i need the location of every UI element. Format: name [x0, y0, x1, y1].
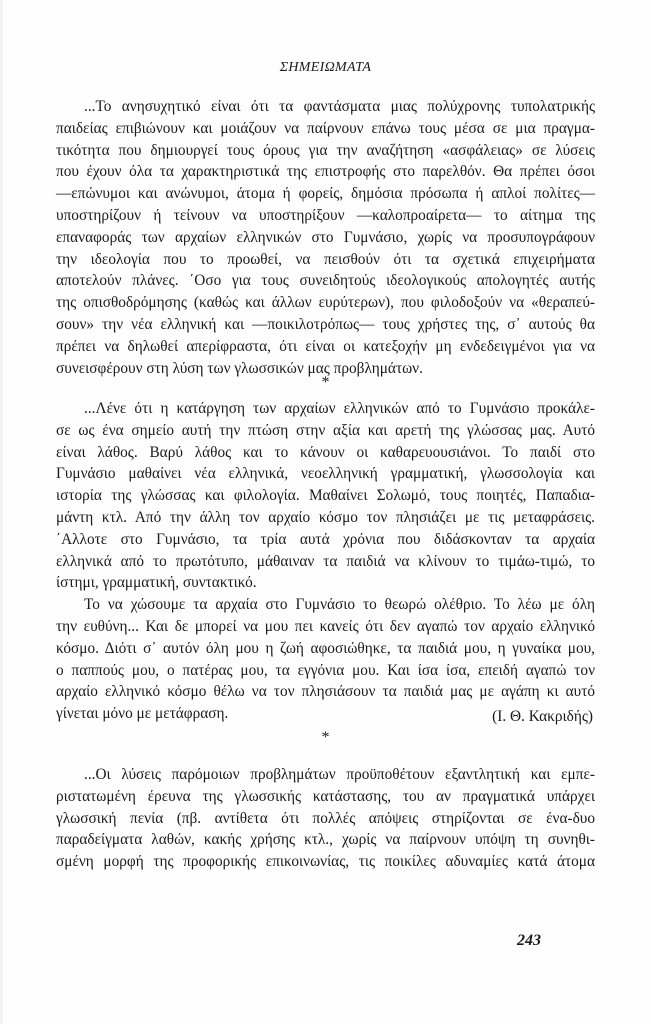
text-line: αποτελούν πλάνες. ΄Οσο για τους συνειδητούς ιδεολογικούς απολογητές αυτής	[56, 272, 595, 290]
text-line: μάντη κτλ. Από την άλλη τον αρχαίο κόσμο τον πλησιάζει με τις μεταφράσεις.	[56, 508, 595, 526]
text-line: αρχαίο ελληνικό κόσμο θέλω να τον πλησιάσουν τα παιδιά μας με αγάπη κι αυτό	[56, 683, 595, 701]
text-line: ...Οι λύσεις παρόμοιων προβλημάτων προϋποθέτουν εξαντλητική και εμπε-	[84, 766, 595, 783]
text-line: επαναφοράς των αρχαίων ελληνικών στο Γυμνάσιο, χωρίς να προσυπογράφουν	[56, 228, 595, 246]
text-line: σε ως ένα σημείο αυτή την πτώση στην αξία και αρετή της γλώσσας μας. Αυτό	[56, 421, 595, 439]
author-signature: (Ι. Θ. Κακριδής)	[492, 708, 593, 725]
text-line: είναι λάθος. Βαρύ λάθος και το κάνουν οι καθαρευουσιάνοι. Το παιδί στο	[56, 443, 595, 461]
text-line: γίνεται μόνο με μετάφραση.	[56, 705, 229, 723]
text-line: γλωσσική πενία (πβ. αντίθετα ότι πολλές απόψεις στηρίζονται σε ένα-δυο	[56, 809, 595, 827]
text-line: υποστηρίζουν ή τείνουν να υποστηρίξουν —καλοπροαίρετα— το αίτημα της	[56, 206, 595, 224]
text-line: που έχουν όλα τα χαρακτηριστικά της επιστροφής στο παρελθόν. Θα πρέπει όσοι	[56, 163, 595, 181]
text-line: την ευθύνη... Και δε μπορεί να μου πει κανείς ότι δεν αγαπώ τον αρχαίο ελληνικό	[56, 617, 595, 635]
text-line: παιδείας επιβιώνουν και μοιάζουν να παίρνουν επάνω τους μέσα σε μια πραγμα-	[56, 119, 595, 137]
text-line: ...Λένε ότι η κατάργηση των αρχαίων ελληνικών από το Γυμνάσιο προκάλε-	[84, 400, 595, 417]
text-line: ριστατωμένη έρευνα της γλωσσικής κατάστασης, του αν πραγματικά υπάρχει	[56, 787, 595, 805]
page-number: 243	[517, 932, 541, 949]
section-separator: *	[321, 374, 330, 391]
text-line: συνεισφέρουν στη λύση των γλωσσικών μας προβλημάτων.	[56, 359, 423, 377]
section-separator: *	[321, 729, 330, 746]
section-2	[56, 398, 595, 725]
text-line: τικότητα που δημιουργεί τους όρους για την αναζήτηση «ασφάλειας» σε λύσεις	[56, 141, 595, 159]
section-1	[56, 96, 595, 379]
text-line: ...Το ανησυχητικό είναι ότι τα φαντάσματα μιας πολύχρονης τυπολατρικής	[84, 98, 595, 115]
text-line: Το να χώσουμε τα αρχαία στο Γυμνάσιο το θεωρώ ολέθριο. Το λέω με όλη	[84, 596, 595, 614]
text-line: ελληνικά από το πρωτότυπο, μάθαιναν τα παιδιά να κλίνουν το τιμάω-τιμώ, το	[56, 552, 595, 570]
text-line: κόσμο. Διότι σ᾽ αυτόν όλη μου η ζωή αφοσιώθηκε, τα παιδιά μου, η γυναίκα μου,	[56, 639, 595, 657]
text-line: ΄Αλλοτε στο Γυμνάσιο, τα τρία αυτά χρόνια που διδάσκονταν τα αρχαία	[56, 530, 595, 548]
text-line: ο παππούς μου, ο πατέρας μου, τα εγγόνια μου. Και ίσα ίσα, επειδή αγαπώ τον	[56, 661, 595, 679]
running-head: ΣΗΜΕΙΩΜΑΤΑ	[279, 60, 372, 75]
text-line: Γυμνάσιο μαθαίνει νέα ελληνικά, νεοελληνική γραμματική, γλωσσολογία και	[56, 465, 595, 483]
text-line: —επώνυμοι και ανώνυμοι, άτομα ή φορείς, δημόσια πρόσωπα ή απλοί πολίτες—	[56, 185, 595, 203]
text-line: την ιδεολογία που το προωθεί, να πεισθούν ότι τα σχετικά επιχειρήματα	[56, 250, 595, 268]
text-line: ιστορία της γλώσσας και φιλολογία. Μαθαίνει Σολωμό, τους ποιητές, Παπαδια-	[56, 487, 595, 505]
text-line: πρέπει να δηλωθεί απερίφραστα, ότι είναι οι κατεξοχήν μη ενδεδειγμένοι για να	[56, 337, 595, 355]
text-line: σουν» την νέα ελληνική και —ποικιλοτρόπως— τους χρήστες της, σ᾽ αυτούς θα	[56, 315, 595, 333]
text-line: σμένη μορφή της προφορικής επικοινωνίας, τις ποικίλες αδυναμίες κατά άτομα	[56, 853, 595, 871]
text-line: της οπισθοδρόμησης (καθώς και άλλων ευρύτερων), που φιλοδοξούν να «θεραπεύ-	[56, 294, 595, 312]
text-line: ίστημι, γραμματική, συντακτικό.	[56, 574, 257, 592]
section-3	[56, 764, 595, 873]
text-line: παραδείγματα λαθών, κακής χρήσης κτλ., χωρίς να παίρνουν υπόψη τη συνηθι-	[56, 831, 595, 849]
